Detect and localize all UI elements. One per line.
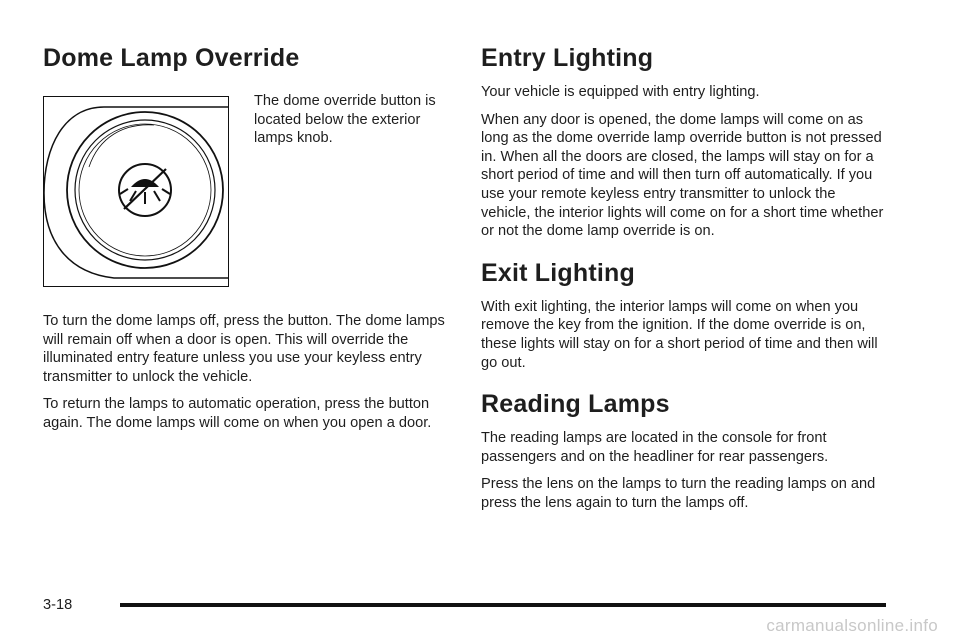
heading-reading-lamps: Reading Lamps [481,390,670,419]
paragraph: With exit lighting, the interior lamps will come on when you remove the key from the ignition. If the dome override is on, these lights will stay on for a short period of time and then will go out. [481,298,878,371]
heading-dome-lamp-override: Dome Lamp Override [43,44,300,72]
footer-rule [120,603,886,607]
paragraph: When any door is opened, the dome lamps will come on as long as the dome override lamp override button is not pressed in. When all the doors are closed, the lamps will stay on for a short period of time and will then turn off automatically. If you use your remote keyless entry transmitter to unlock the vehicle, the interior lights will come on for a short time whether or not the dome lamp override is on. [481,111,884,240]
dome-lamp-override-button-icon [44,97,229,287]
heading-entry-lighting: Entry Lighting [481,44,654,72]
paragraph: Press the lens on the lamps to turn the reading lamps on and press the lens again to turn the lamps off. [481,476,876,511]
dome-override-button-figure [43,96,229,287]
paragraph: Your vehicle is equipped with entry lighting. [481,84,760,100]
page-number: 3-18 [43,597,73,613]
watermark: carmanualsonline.info [766,616,938,635]
paragraph: The reading lamps are located in the console for front passengers and on the headliner for rear passengers. [481,430,829,465]
paragraph: To return the lamps to automatic operation, press the button again. The dome lamps will come on when you open a door. [43,396,432,431]
paragraph: To turn the dome lamps off, press the button. The dome lamps will remain off when a door is open. This will override the illuminated entry feature unless you use your keyless entry transmitter to unlock the vehicle. [43,313,445,385]
figure-caption: The dome override button is located below the exterior lamps knob. [254,93,436,147]
heading-exit-lighting: Exit Lighting [481,258,635,287]
